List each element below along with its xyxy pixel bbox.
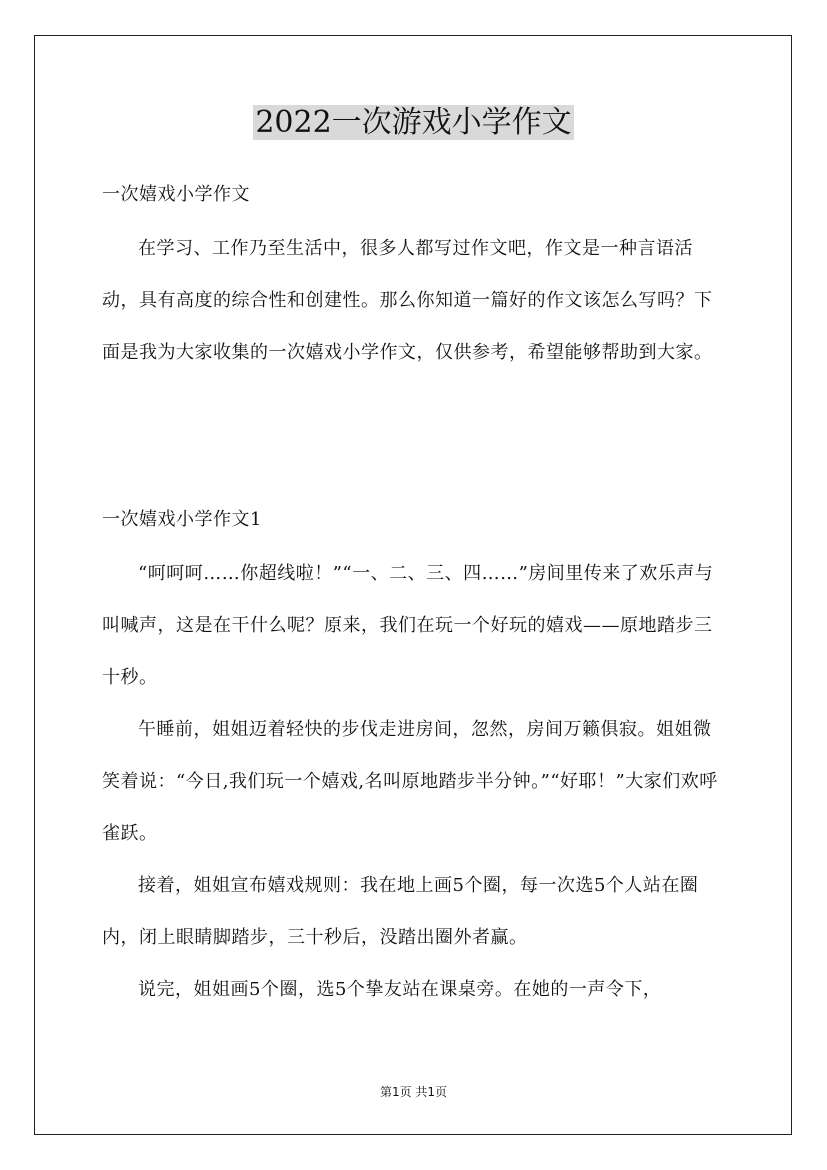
body-paragraph-4: 说完，姐姐画5个圈，选5个挚友站在课桌旁。在她的一声令下， — [138, 979, 662, 1000]
body-paragraph-2: 午睡前，姐姐迈着轻快的步伐走进房间，忽然，房间万籁俱寂。姐姐微笑着说：“今日,我们玩一个嬉戏,名叫原地踏步半分钟。”“好耶！”大家们欢呼雀跃。 — [102, 719, 718, 844]
body-paragraph-1: “呵呵呵……你超线啦！”“一、二、三、四……”房间里传来了欢乐声与叫喊声，这是在干什么呢？原来，我们在玩一个好玩的嬉戏——原地踏步三十秒。 — [102, 563, 714, 688]
section-heading: 一次嬉戏小学作文1 — [102, 509, 262, 530]
document-title: 2022一次游戏小学作文 — [255, 105, 572, 140]
body-paragraph-3: 接着，姐姐宣布嬉戏规则：我在地上画5个圈，每一次选5个人站在圈内，闭上眼睛脚踏步，三十秒后，没踏出圈外者赢。 — [102, 875, 699, 948]
subtitle: 一次嬉戏小学作文 — [102, 184, 250, 205]
intro-paragraph: 在学习、工作乃至生活中，很多人都写过作文吧，作文是一种言语活动，具有高度的综合性和创建性。那么你知道一篇好的作文该怎么写吗？下面是我为大家收集的一次嬉戏小学作文，仅供参考，希望能够帮助到大家。 — [102, 238, 713, 363]
document-title-wrapper — [0, 104, 827, 142]
page-footer: 第1页 共1页 — [379, 1085, 448, 1099]
